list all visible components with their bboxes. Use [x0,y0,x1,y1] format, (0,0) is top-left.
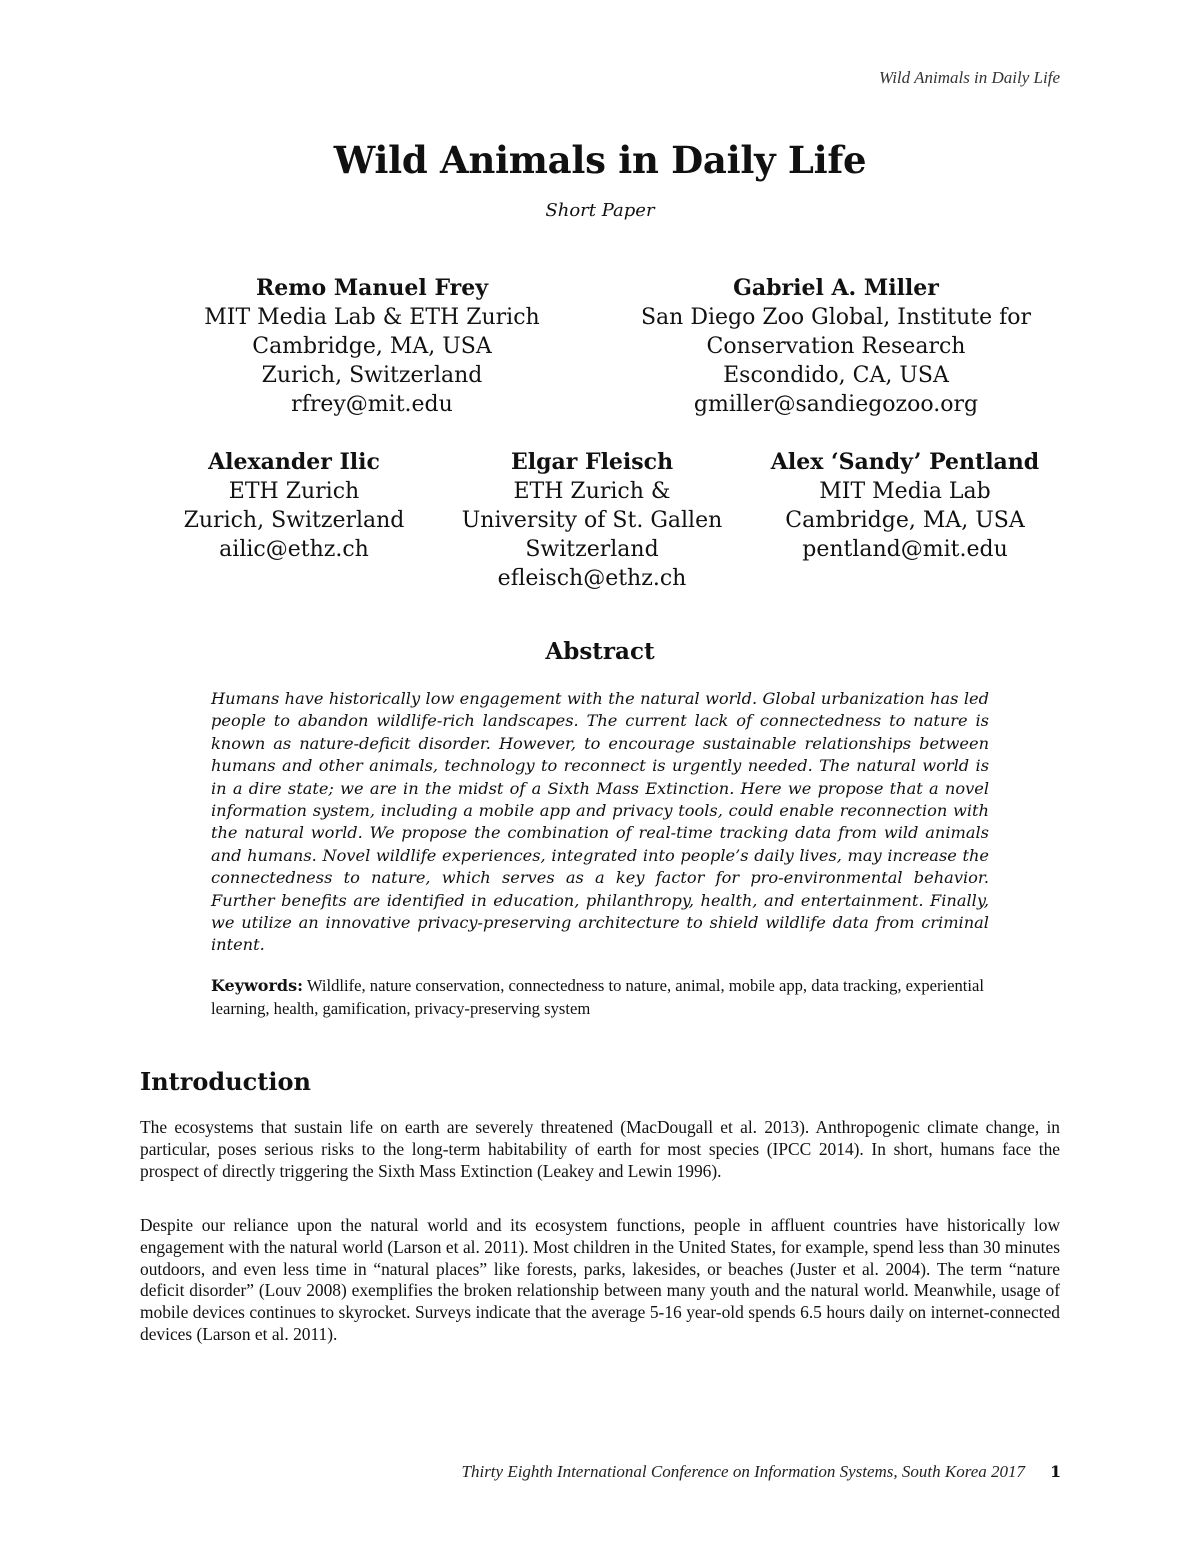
author-email: rfrey@mit.edu [291,392,453,417]
author-email: pentland@mit.edu [802,537,1008,562]
footer-conference: Thirty Eighth International Conference on Information Systems, South Korea 2017 [461,1462,1025,1481]
author-affiliation: San Diego Zoo Global, Institute for [640,305,1031,330]
author-name: Elgar Fleisch [510,449,674,475]
page-number: 1 [1050,1462,1062,1481]
author-email: efleisch@ethz.ch [497,566,687,591]
author-block [750,448,1060,564]
author-affiliation: University of St. Gallen [461,508,723,533]
author-affiliation: Conservation Research [706,334,966,359]
author-block [447,448,737,593]
author-affiliation: MIT Media Lab [819,479,991,504]
author-name: Gabriel A. Miller [733,275,939,301]
author-name: Alexander Ilic [208,449,380,475]
section-heading-introduction: Introduction [140,1067,311,1096]
keywords [211,975,991,1020]
author-affiliation: MIT Media Lab & ETH Zurich [204,305,540,330]
body-paragraph: Despite our reliance upon the natural world and its ecosystem functions, people in affluent countries have historically low engagement with the natural world (Larson et al. 2011). Most children in the United States, for example, spend less than 30 minutes outdoors, and even less time in “natural places” like forests, parks, lakesides, or beaches (Juster et al. 2004). The term “nature deficit disorder” (Louv 2008) exemplifies the broken relationship between many youth and the natural world. Meanwhile, usage of mobile devices continues to skyrocket. Surveys indicate that the average 5-16 year-old spends 6.5 hours daily on internet-connected devices (Larson et al. 2011). [140,1215,1060,1344]
author-block [622,274,1050,419]
author-email: gmiller@sandiegozoo.org [693,392,979,417]
abstract-heading: Abstract [545,638,655,665]
author-email: ailic@ethz.ch [219,537,369,562]
author-location: Zurich, Switzerland [183,508,405,533]
running-head: Wild Animals in Daily Life [878,68,1060,87]
author-block [172,274,572,419]
author-location: Switzerland [525,537,659,562]
author-location: Cambridge, MA, USA [252,334,492,359]
author-name: Remo Manuel Frey [255,275,489,301]
author-name: Alex ‘Sandy’ Pentland [770,449,1040,475]
body-paragraph: The ecosystems that sustain life on earth are severely threatened (MacDougall et al. 2013). Anthropogenic climate change, in particular, poses serious risks to the long-term habitability of earth for most species (IPCC 2014). In short, humans face the prospect of directly triggering the Sixth Mass Extinction (Leakey and Lewin 1996). [140,1117,1060,1181]
author-block [164,448,424,564]
author-location: Cambridge, MA, USA [785,508,1025,533]
author-affiliation: ETH Zurich [228,479,360,504]
abstract-text: Humans have historically low engagement with the natural world. Global urbanization has led people to abandon wildlife-rich landscapes. The current lack of connectedness to nature is known as nature-deficit disorder. However, to encourage sustainable relationships between humans and other animals, technology to reconnect is urgently needed. The natural world is in a dire state; we are in the midst of a Sixth Mass Extinction. Here we propose that a novel information system, including a mobile app and privacy tools, could enable reconnection with the natural world. We propose the combination of real-time tracking data from wild animals and humans. Novel wildlife experiences, integrated into people’s daily lives, may increase the connectedness to nature, which serves as a key factor for pro-environmental behavior. Further benefits are identified in education, philanthropy, health, and entertainment. Finally, we utilize an innovative privacy-preserving architecture to shield wildlife data from criminal intent. [211,689,989,955]
keywords-label: Keywords: [211,976,304,995]
keywords-text: Wildlife, nature conservation, connectedness to nature, animal, mobile app, data tracking, experiential learning, health, gamification, privacy-preserving system [211,976,984,1018]
paper-title: Wild Animals in Daily Life [333,138,867,182]
author-location: Zurich, Switzerland [261,363,483,388]
author-affiliation: ETH Zurich & [513,479,671,504]
paper-subtitle: Short Paper [545,200,655,221]
author-location: Escondido, CA, USA [723,363,949,388]
